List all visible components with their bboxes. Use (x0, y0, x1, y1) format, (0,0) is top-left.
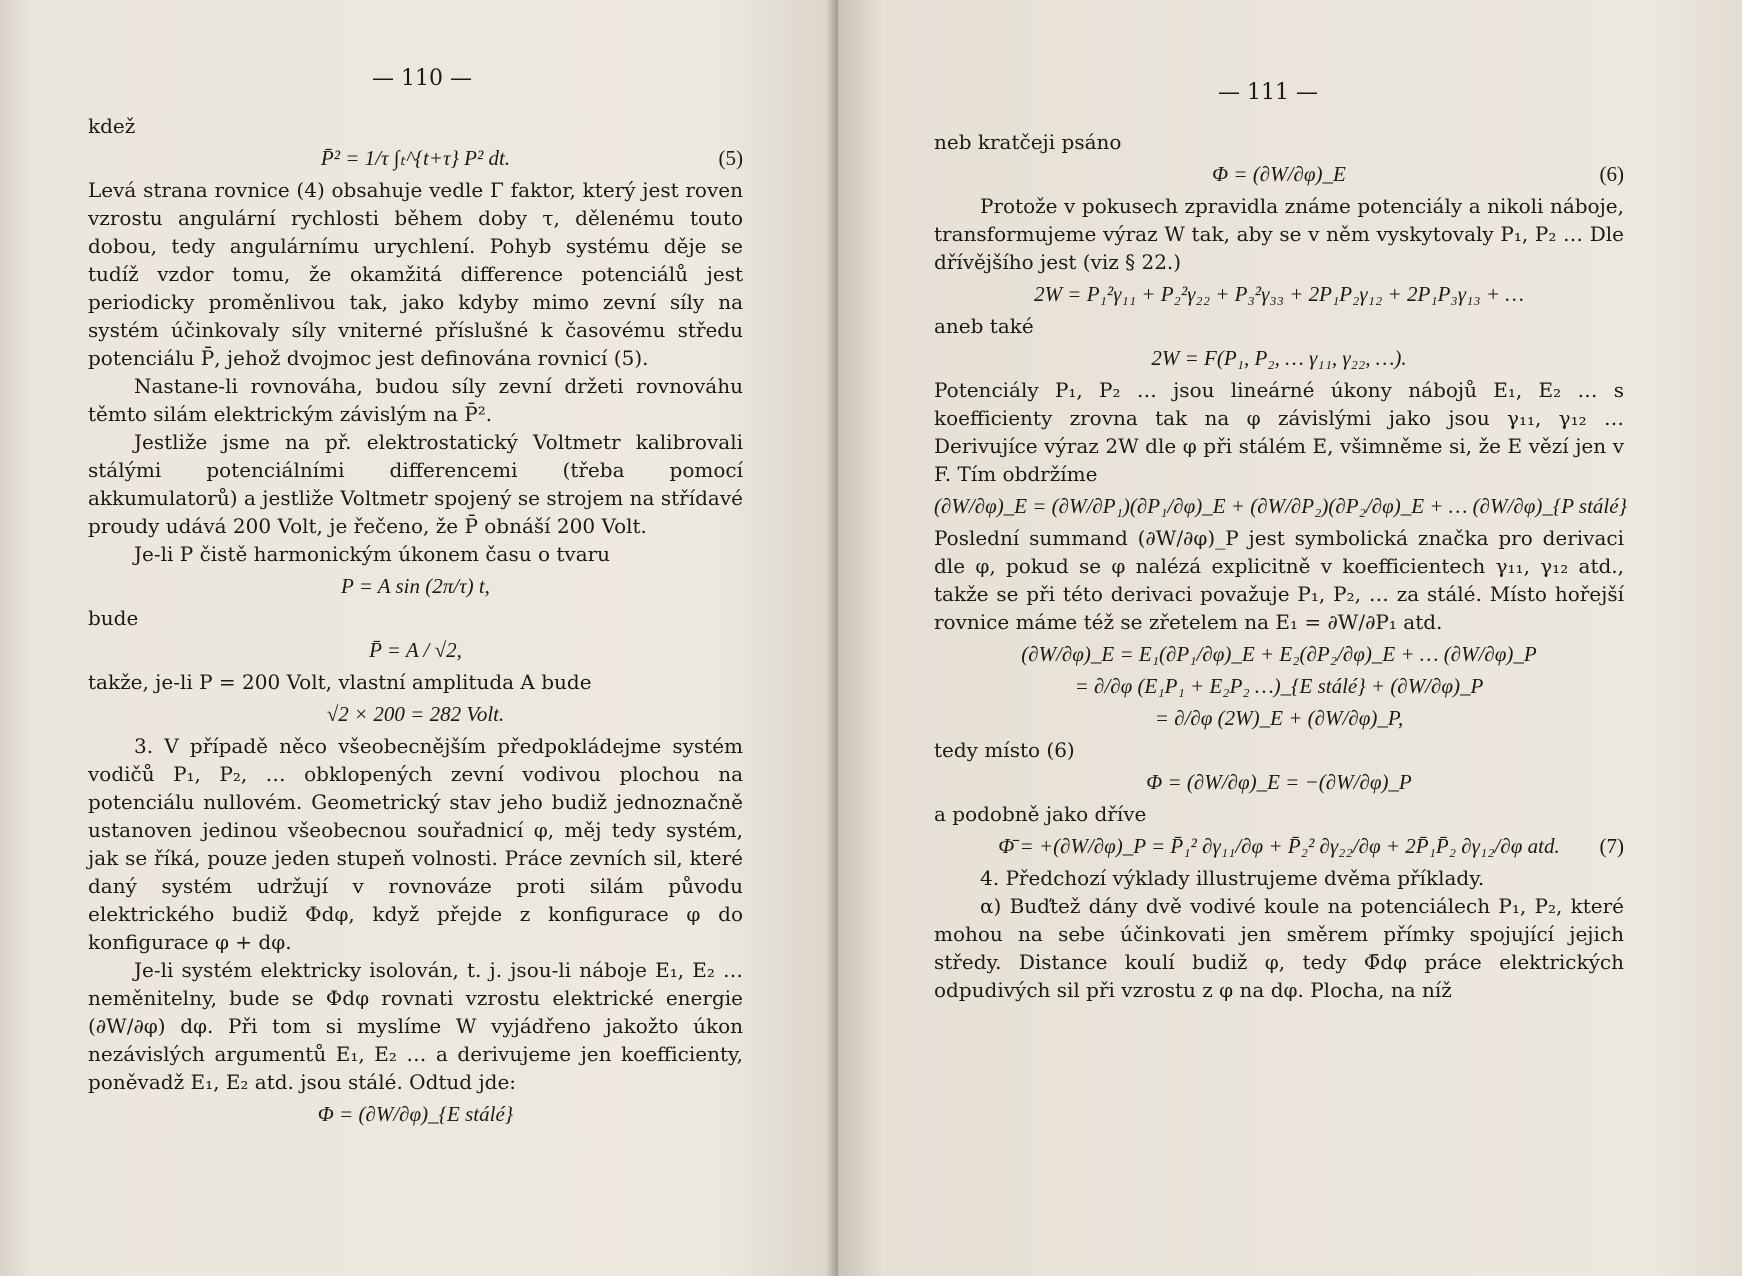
paragraph: Je-li P čistě harmonickým úkonem času o tvaru (134, 542, 611, 566)
equation (88, 572, 743, 600)
equation (934, 344, 1624, 372)
equation (934, 640, 1624, 668)
equation-number: (6) (1599, 162, 1624, 186)
equation (934, 160, 1624, 188)
paragraph: Protože v pokusech zpravidla známe potenciály a nikoli náboje, transformujeme výraz W tak, aby se v něm vyskytovaly P₁, P₂ … Dle dřívějšího jest (viz § 22.) (934, 194, 1624, 274)
paragraph: Je-li systém elektricky isolován, t. j. jsou-li náboje E₁, E₂ … neměnitelny, bude se Φdφ rovnati vzrostu elektrické energie (∂W/∂φ) dφ. Při tom si myslíme W vyjádřeno jakožto úkon nezávislých argumentů E₁, E₂ … a derivujeme jen koefficienty, poněvadž E₁, E₂ atd. jsou stálé. Odtud jde: (88, 958, 743, 1094)
equation-body: (∂W/∂φ)_E = (∂W/∂P₁)(∂P₁/∂φ)_E + (∂W/∂P₂)(∂P₂/∂φ)_E + … (∂W/∂φ)_{P stálé} (934, 494, 1627, 518)
paragraph: Nastane-li rovnováha, budou síly zevní držeti rovnováhu těmto silám elektrickým závislým na P̄². (88, 374, 743, 426)
right-page-text (934, 128, 1627, 1004)
equation (934, 832, 1624, 860)
equation (934, 672, 1624, 700)
page-number: — 111 — (1218, 80, 1318, 105)
equation-body: P = A sin (2π/τ) t, (341, 574, 490, 598)
equation (88, 636, 743, 664)
paragraph: bude (88, 606, 139, 630)
equation-body: 2W = F(P₁, P₂, … γ₁₁, γ₂₂, …). (1151, 346, 1407, 370)
left-page (0, 0, 838, 1276)
paragraph: aneb také (934, 314, 1034, 338)
equation-body: P̄ = A / √2, (369, 638, 462, 662)
paragraph: tedy místo (6) (934, 738, 1075, 762)
equation (88, 1100, 743, 1128)
paragraph: 3. V případě něco všeobecnějším předpokládejme systém vodičů P₁, P₂, … obklopených zevní vodivou plochou na potenciálu nullovém. Geometrický stav jeho budiž jednoznačně ustanoven jedinou všeobecnou souřadnicí φ, měj tedy systém, jak se říká, pouze jeden stupeň volnosti. Práce zevních sil, které daný systém udržují v rovnováze proti silám původu elektrického budiž Φdφ, když přejde z konfigurace φ do konfigurace φ + dφ. (88, 734, 743, 954)
page-number: — 110 — (372, 66, 472, 91)
equation-body: Φ = (∂W/∂φ)_E = −(∂W/∂φ)_P (1146, 770, 1412, 794)
equation-body: P̄² = 1/τ ∫ₜ^{t+τ} P² dt. (320, 146, 511, 170)
equation-body: = ∂/∂φ (2W)_E + (∂W/∂φ)_P, (1154, 706, 1404, 730)
paragraph: neb kratčeji psáno (934, 130, 1122, 154)
equation-number: (5) (718, 146, 743, 170)
paragraph: kdež (88, 114, 136, 138)
equation-body: = ∂/∂φ (E₁P₁ + E₂P₂ …)_{E stálé} + (∂W/∂φ)_P (1074, 674, 1484, 698)
equation-body: Φ = (∂W/∂φ)_E (1212, 162, 1346, 186)
paragraph: a podobně jako dříve (934, 802, 1147, 826)
paragraph: Jestliže jsme na př. elektrostatický Voltmetr kalibrovali stálými potenciálními differencemi (třeba pomocí akkumulatorů) a jestliže Voltmetr spojený se strojem na střídavé proudy udává 200 Volt, je řečeno, že P̄ obnáší 200 Volt. (88, 430, 743, 538)
equation (88, 700, 743, 728)
equation-body: √2 × 200 = 282 Volt. (326, 702, 505, 726)
equation-body: (∂W/∂φ)_E = E₁(∂P₁/∂φ)_E + E₂(∂P₂/∂φ)_E + … (∂W/∂φ)_P (1021, 642, 1537, 666)
paragraph: takže, je-li P = 200 Volt, vlastní amplituda A bude (88, 670, 592, 694)
equation-body: 2W = P₁²γ₁₁ + P₂²γ₂₂ + P₃²γ₃₃ + 2P₁P₂γ₁₂ + 2P₁P₃γ₁₃ + … (1034, 282, 1524, 306)
paragraph: α) Buďtež dány dvě vodivé koule na potenciálech P₁, P₂, které mohou na sebe účinkovati jen směrem přímky spojující jejich středy. Distance koulí budiž φ, tedy Φ̄dφ práce elektrických odpudivých sil při vzrostu z φ na dφ. Plocha, na níž (934, 894, 1624, 1002)
paragraph: Levá strana rovnice (4) obsahuje vedle Γ faktor, který jest roven vzrostu angulární rychlosti během doby τ, dělenému touto dobou, tedy angulárnímu urychlení. Pohyb systému děje se tudíž vzdor tomu, že okamžitá difference potenciálů jest periodicky proměnlivou tak, jako kdyby mimo zevní síly na systém účinkovaly síly vniterné příslušné k časovému středu potenciálu P̄, jehož dvojmoc jest definována rovnicí (5). (88, 178, 743, 370)
left-page-text (88, 112, 743, 1132)
equation-number: (7) (1599, 834, 1624, 858)
equation (934, 280, 1624, 308)
paragraph: Poslední summand (∂W/∂φ)_P jest symbolická značka pro derivaci dle φ, pokud se φ nalézá explicitně v koefficientech γ₁₁, γ₁₂ atd., takže se při této derivaci považuje P₁, P₂, … za stálé. Místo hořejší rovnice máme též se zřetelem na E₁ = ∂W/∂P₁ atd. (934, 526, 1624, 634)
right-page (838, 0, 1742, 1276)
equation-body: Φ̄ = +(∂W/∂φ)_P = P̄₁² ∂γ₁₁/∂φ + P̄₂² ∂γ₂₂/∂φ + 2P̄₁P̄₂ ∂γ₁₂/∂φ atd. (998, 834, 1560, 858)
equation-body: Φ = (∂W/∂φ)_{E stálé} (317, 1102, 514, 1126)
equation (934, 492, 1627, 520)
equation (934, 704, 1624, 732)
equation (934, 768, 1624, 796)
equation (88, 144, 743, 172)
paragraph: Potenciály P₁, P₂ … jsou lineárné úkony nábojů E₁, E₂ … s koefficienty zrovna tak na φ závislými jako jsou γ₁₁, γ₁₂ … Derivujíce výraz 2W dle φ při stálém E, všimněme si, že E vězí jen v F. Tím obdržíme (934, 378, 1624, 486)
paragraph: 4. Předchozí výklady illustrujeme dvěma příklady. (980, 866, 1485, 890)
